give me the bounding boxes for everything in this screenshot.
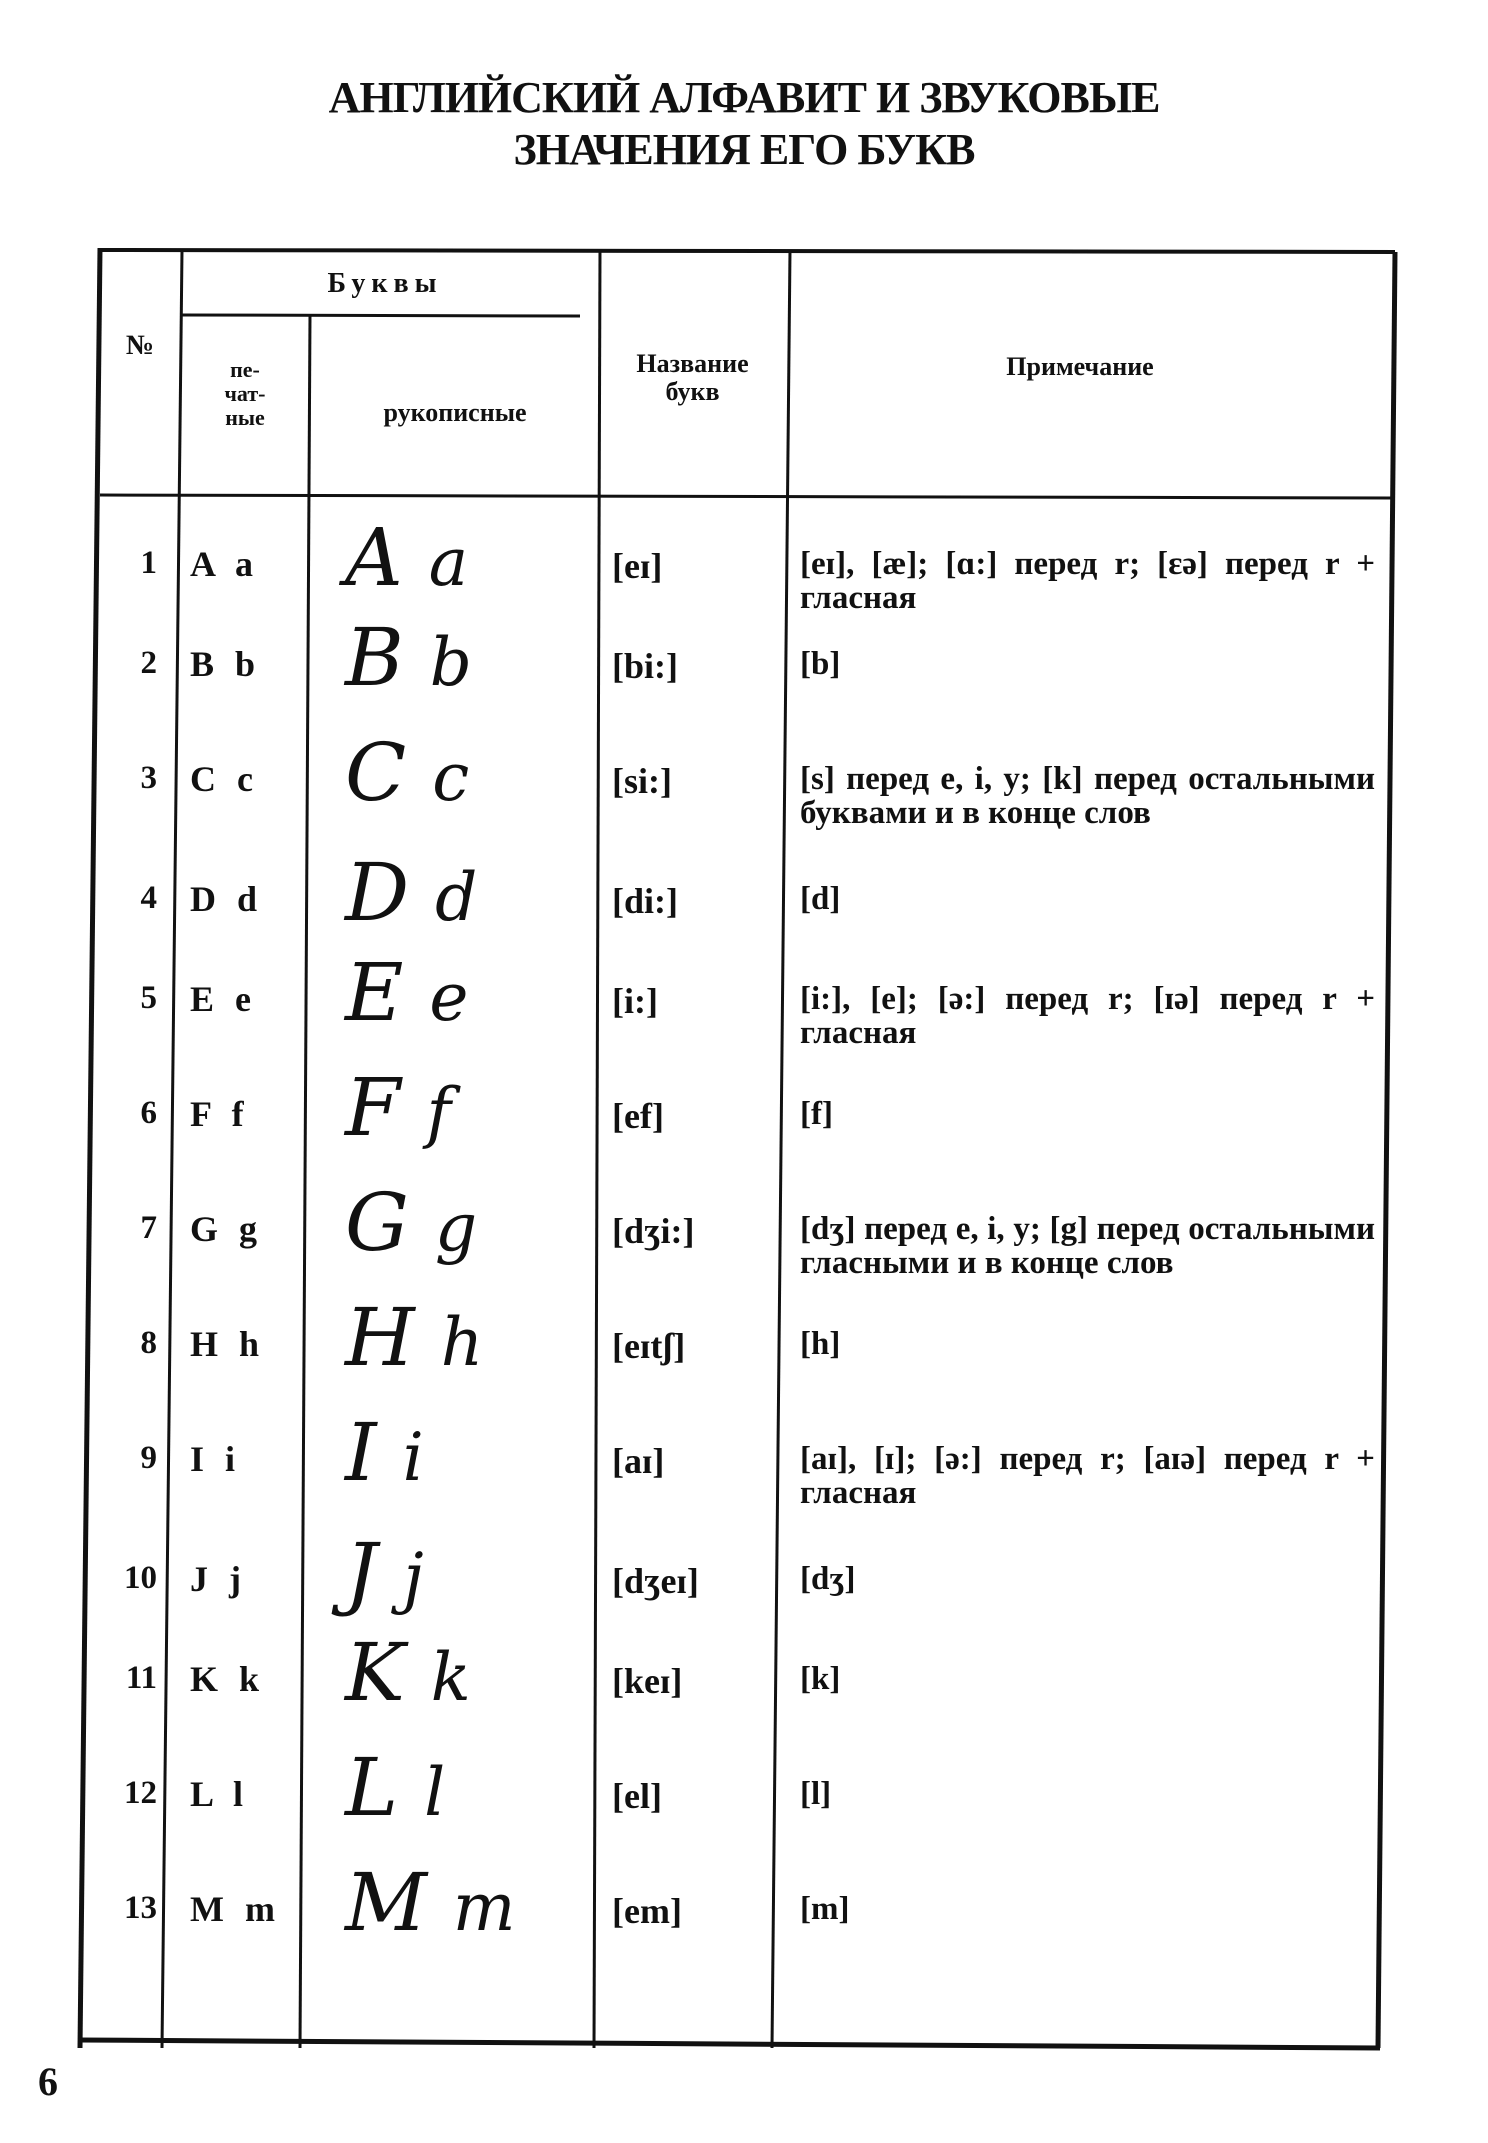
handwritten-lower: l (424, 1754, 446, 1831)
handwritten-upper: J (345, 1526, 378, 1619)
letter-name: [dʒeɪ] (612, 1561, 699, 1601)
printed-letter: C c (190, 759, 259, 799)
letter-name: [bi:] (612, 646, 678, 686)
letter-name: [ef] (612, 1096, 664, 1136)
note-text: [eɪ], [æ]; [ɑ:] перед r; [ɛə] перед r + гласная (800, 546, 1375, 616)
printed-letter: K k (190, 1659, 266, 1699)
header-note: Примечание (1006, 352, 1154, 381)
handwritten-letter (345, 1063, 585, 1158)
handwritten-lower: h (440, 1304, 484, 1381)
handwritten-upper: L (345, 1741, 399, 1834)
printed-letter: H h (190, 1324, 266, 1364)
row-number: 5 (140, 980, 157, 1016)
printed-letter: L l (190, 1774, 250, 1814)
handwritten-letter (345, 1743, 585, 1838)
handwritten-lower: b (429, 624, 473, 701)
printed-letter: J j (190, 1559, 247, 1599)
handwritten-lower: c (432, 739, 470, 816)
row-number: 13 (124, 1890, 157, 1926)
row-number: 10 (124, 1560, 157, 1596)
handwritten-letter (345, 1408, 585, 1503)
header-letters: Буквы (327, 268, 443, 299)
handwritten-upper: K (345, 1626, 405, 1719)
handwritten-lower: a (428, 524, 469, 601)
note-text: [dʒ] (800, 1561, 856, 1597)
note-text: [b] (800, 646, 841, 682)
handwritten-letter (345, 613, 585, 708)
row-number: 6 (140, 1095, 157, 1131)
note-text: [m] (800, 1891, 850, 1927)
letter-name: [si:] (612, 761, 672, 801)
handwritten-upper: E (345, 946, 404, 1039)
letter-name: [el] (612, 1776, 662, 1816)
note-text: [d] (800, 881, 841, 917)
handwritten-lower: i (402, 1419, 424, 1496)
header-number: № (125, 330, 155, 361)
handwritten-lower: g (434, 1189, 478, 1266)
note-text: [l] (800, 1776, 832, 1812)
row-number: 8 (140, 1325, 157, 1361)
note-text: [dʒ] перед e, i, y; [g] перед остальными гласными и в конце слов (800, 1211, 1375, 1281)
handwritten-upper: C (345, 726, 407, 819)
row-number: 7 (140, 1210, 157, 1246)
letter-name: [dʒi:] (612, 1211, 695, 1251)
header-name: Название букв (636, 349, 749, 406)
printed-letter: G g (190, 1209, 264, 1249)
handwritten-letter (345, 1293, 585, 1388)
handwritten-upper: M (345, 1856, 427, 1949)
letter-name: [eɪtʃ] (612, 1326, 686, 1366)
row-number: 2 (140, 645, 157, 681)
row-number: 1 (140, 545, 157, 581)
row-number: 4 (140, 880, 157, 916)
letter-name: [di:] (612, 881, 678, 921)
handwritten-upper: A (345, 511, 403, 604)
handwritten-letter (345, 728, 585, 823)
letter-name: [i:] (612, 981, 658, 1021)
page-number: 6 (38, 2059, 58, 2104)
note-text: [k] (800, 1661, 841, 1697)
row-number: 3 (140, 760, 157, 796)
handwritten-letter (345, 1178, 585, 1273)
handwritten-upper: B (345, 611, 404, 704)
header-printed: пе- чат- ные (224, 357, 266, 430)
row-number: 9 (140, 1440, 157, 1476)
printed-letter: M m (190, 1889, 281, 1929)
letter-name: [keɪ] (612, 1661, 683, 1701)
handwritten-lower: f (426, 1074, 451, 1151)
handwritten-lower: m (452, 1869, 516, 1946)
handwritten-lower: d (435, 859, 478, 936)
printed-letter: E e (190, 979, 257, 1019)
row-number: 12 (124, 1775, 157, 1811)
handwritten-letter (345, 948, 585, 1043)
note-text: [i:], [e]; [ə:] перед r; [ɪə] перед r + гласная (800, 981, 1375, 1051)
printed-letter: I i (190, 1439, 242, 1479)
handwritten-upper: F (345, 1061, 401, 1154)
handwritten-upper: I (345, 1406, 377, 1499)
handwritten-upper: D (345, 846, 410, 939)
printed-letter: F f (190, 1094, 250, 1134)
handwritten-letter (345, 1628, 585, 1723)
handwritten-upper: G (345, 1176, 409, 1269)
printed-letter: D d (190, 879, 264, 919)
handwritten-letter (345, 513, 585, 608)
printed-letter: B b (190, 644, 262, 684)
printed-letter: A a (190, 544, 260, 584)
note-text: [f] (800, 1096, 833, 1132)
handwritten-lower: k (430, 1639, 471, 1716)
handwritten-letter (345, 848, 585, 943)
title-line-1: АНГЛИЙСКИЙ АЛФАВИТ И ЗВУКОВЫЕ (328, 73, 1160, 122)
note-text: [s] перед e, i, y; [k] перед остальными буквами и в конце слов (800, 761, 1375, 831)
note-text: [aɪ], [ɪ]; [ə:] перед r; [aɪə] перед r + гласная (800, 1441, 1375, 1511)
handwritten-upper: H (345, 1291, 415, 1384)
title-line-2: ЗНАЧЕНИЯ ЕГО БУКВ (513, 125, 975, 174)
row-number: 11 (125, 1660, 157, 1696)
handwritten-lower: j (403, 1539, 424, 1616)
letter-name: [em] (612, 1891, 682, 1931)
note-text: [h] (800, 1326, 841, 1362)
header-handwritten: рукописные (383, 398, 527, 427)
letter-name: [eɪ] (612, 546, 663, 586)
handwritten-lower: e (429, 959, 469, 1036)
handwritten-letter (345, 1858, 585, 1953)
letter-name: [aɪ] (612, 1441, 665, 1481)
handwritten-letter (345, 1528, 585, 1623)
